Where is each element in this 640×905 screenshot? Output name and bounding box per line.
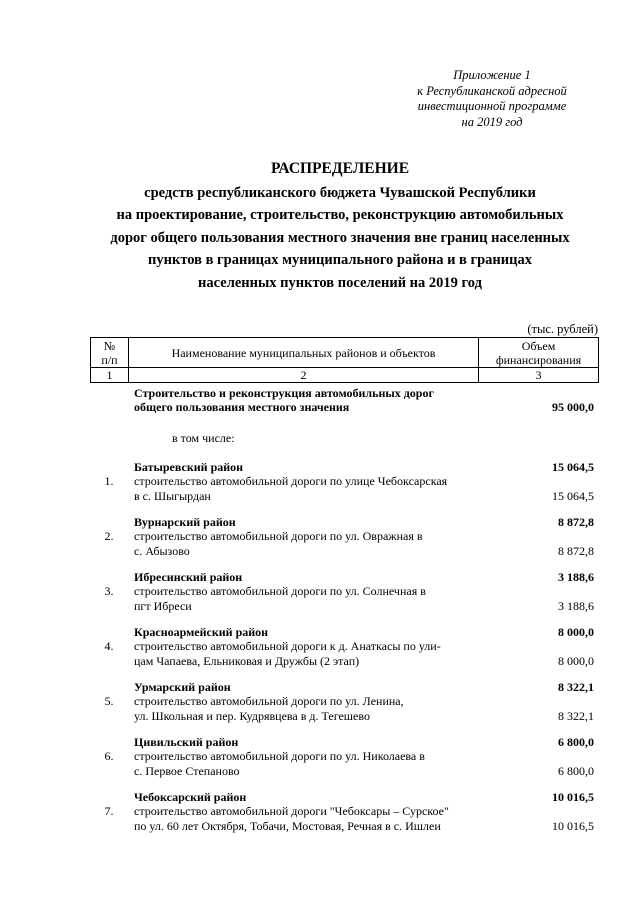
object-value: 8 322,1	[558, 708, 594, 723]
object-row	[90, 639, 598, 668]
title-line: средств республиканского бюджета Чувашской Республики	[144, 184, 536, 201]
title-heading: РАСПРЕДЕЛЕНИЕ	[270, 160, 410, 177]
district-name: Ибресинский район	[134, 570, 243, 584]
object-description	[128, 749, 478, 778]
object-value: 8 000,0	[558, 653, 594, 668]
object-row	[90, 804, 598, 833]
object-line: цам Чапаева, Ельниковая и Дружбы (2 этап)	[134, 653, 360, 668]
including-label: в том числе:	[172, 431, 235, 445]
object-value: 8 872,8	[558, 543, 594, 558]
row-number: 4.	[104, 639, 114, 653]
district-name: Цивильский район	[134, 735, 239, 749]
object-line: строительство автомобильной дороги по ул. Ленина,	[134, 694, 404, 708]
appendix-line: к Республиканской адресной	[417, 83, 567, 98]
object-line: с. Первое Степаново	[134, 763, 240, 778]
title-line: пунктов в границах муниципального района и в границах	[148, 252, 532, 268]
district-total: 8 000,0	[558, 625, 594, 639]
including-label-row	[90, 431, 598, 445]
object-line: строительство автомобильной дороги по улице Чебоксарская	[134, 474, 448, 488]
object-line: строительство автомобильной дороги по ул. Овражная в	[134, 529, 423, 543]
header-name: Наименование муниципальных районов и объектов	[129, 338, 479, 368]
object-line: строительство автомобильной дороги "Чебоксары – Сурское"	[134, 804, 449, 818]
row-number: 6.	[104, 749, 114, 763]
object-line: строительство автомобильной дороги по ул. Солнечная в	[134, 584, 426, 598]
district-group	[90, 735, 598, 778]
district-group	[90, 790, 598, 833]
district-name: Урмарский район	[134, 680, 231, 694]
district-name: Вурнарский район	[134, 515, 236, 529]
title-line: на проектирование, строительство, реконструкцию автомобильных	[116, 207, 564, 223]
district-total: 8 872,8	[558, 515, 594, 529]
table-body	[90, 386, 598, 833]
district-header-row	[90, 460, 598, 474]
header-num: № п/п	[91, 338, 129, 368]
district-header-row	[90, 735, 598, 749]
title-line: населенных пунктов поселений на 2019 год	[198, 274, 482, 291]
district-total: 15 064,5	[552, 460, 594, 474]
total-value: 95 000,0	[552, 400, 594, 414]
row-number: 2.	[104, 529, 114, 543]
district-header-row	[90, 680, 598, 694]
row-number: 1.	[104, 474, 114, 488]
district-group	[90, 570, 598, 613]
object-row	[90, 474, 598, 503]
district-header-row	[90, 515, 598, 529]
column-number: 1	[91, 368, 129, 383]
object-description	[128, 474, 478, 503]
row-number: 5.	[104, 694, 114, 708]
object-description	[128, 694, 478, 723]
object-row	[90, 529, 598, 558]
object-line: в с. Шыгырдан	[134, 488, 211, 503]
object-value: 3 188,6	[558, 598, 594, 613]
district-header-row	[90, 570, 598, 584]
district-group	[90, 460, 598, 503]
object-description	[128, 804, 478, 833]
object-line: строительство автомобильной дороги к д. Анаткасы по ули-	[134, 639, 441, 653]
object-description	[128, 584, 478, 613]
object-line: по ул. 60 лет Октября, Тобачи, Мостовая, Речная в с. Ишлеи	[134, 818, 441, 833]
appendix-line: инвестиционной программе	[417, 99, 567, 113]
district-header-row	[90, 790, 598, 804]
object-row	[90, 584, 598, 613]
object-line: строительство автомобильной дороги по ул. Николаева в	[134, 749, 425, 763]
district-name: Батыревский район	[134, 460, 244, 474]
district-name: Чебоксарский район	[134, 790, 247, 804]
object-description	[128, 639, 478, 668]
document-title	[60, 158, 620, 294]
object-description	[128, 529, 478, 558]
column-number: 3	[479, 368, 599, 383]
object-line: пгт Ибреси	[134, 598, 192, 613]
district-group	[90, 515, 598, 558]
total-label-line: общего пользования местного значения	[134, 400, 350, 414]
district-list	[90, 460, 598, 833]
total-row	[90, 386, 598, 414]
row-number: 3.	[104, 584, 114, 598]
title-line: дорог общего пользования местного значения вне границ населенных	[110, 229, 570, 246]
header-value: Объем финансирования	[479, 338, 599, 368]
object-row	[90, 749, 598, 778]
district-total: 6 800,0	[558, 735, 594, 749]
object-value: 6 800,0	[558, 763, 594, 778]
appendix-line: Приложение 1	[453, 68, 531, 82]
district-name: Красноармейский район	[134, 625, 269, 639]
object-value: 15 064,5	[552, 488, 594, 503]
units-label: (тыс. рублей)	[527, 322, 598, 336]
table-header	[90, 337, 599, 383]
object-line: ул. Школьная и пер. Кудрявцева в д. Тегешево	[134, 708, 370, 723]
district-total: 3 188,6	[558, 570, 594, 584]
row-number: 7.	[104, 804, 114, 818]
object-value: 10 016,5	[552, 818, 594, 833]
object-line: с. Абызово	[134, 543, 190, 558]
total-label-line: Строительство и реконструкция автомобильных дорог	[134, 386, 434, 400]
district-total: 10 016,5	[552, 790, 594, 804]
appendix-line: на 2019 год	[461, 114, 523, 129]
district-group	[90, 680, 598, 723]
district-total: 8 322,1	[558, 680, 594, 694]
appendix-note	[382, 68, 602, 130]
district-group	[90, 625, 598, 668]
column-number: 2	[129, 368, 479, 383]
object-row	[90, 694, 598, 723]
district-header-row	[90, 625, 598, 639]
